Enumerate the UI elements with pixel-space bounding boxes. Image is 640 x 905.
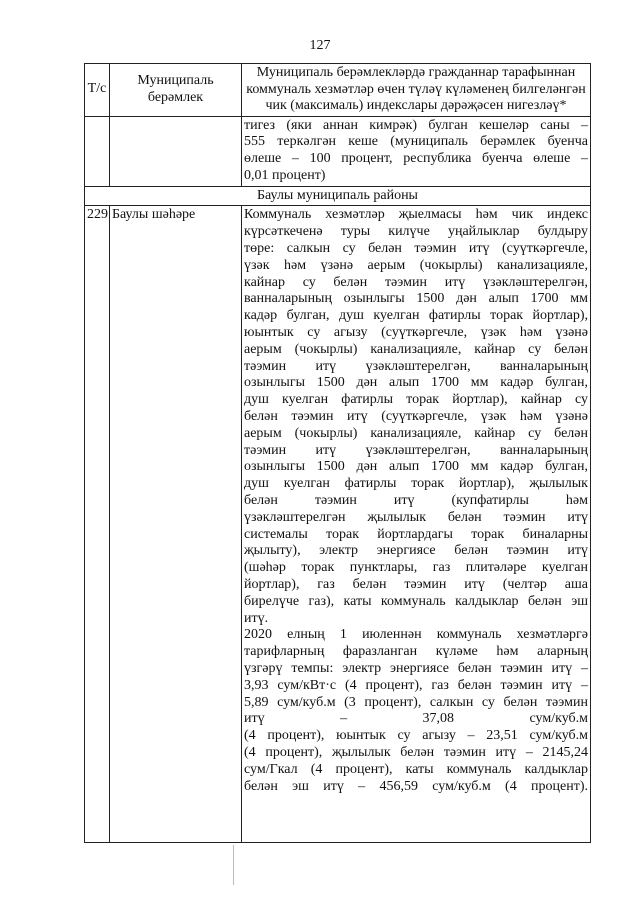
row-description (242, 206, 591, 843)
text-line: тарифларның фаразланган күләме һәм аларның (244, 644, 588, 660)
text-line: тәэмин итү үзәкләштерелгән, ванналарының (244, 358, 588, 374)
header-description: Муниципаль берәмлекләрдә гражданнар тарафыннан коммуналь хезмәтләр өчен түләү күләменең билгеләнгән чик (максималь) индекслары дәрәҗәсен нигезләү* (242, 64, 591, 117)
text-line: кайнар су белән тәэмин итү үзәкләштерелгән, (244, 274, 588, 290)
text-line: 0,01 процент) (244, 167, 326, 183)
continuation-row (85, 116, 591, 186)
text-line: душ куелган фатирлы торак йортлар), кайнар су (244, 392, 588, 408)
text-line: сум/Гкал (4 процент), каты коммуналь калдыклар (244, 761, 588, 777)
text-line: 555 теркәлгән кеше (муниципаль берәмлек буенча (244, 134, 588, 150)
header-municipality: Муниципаль берәмлек (110, 64, 242, 117)
tariff-table (84, 63, 591, 843)
text-line: системалы торак йортлардагы торак биналарны (244, 526, 588, 542)
text-line: аерым (чокырлы) канализацияле, кайнар су белән (244, 341, 588, 357)
district-row (85, 186, 591, 206)
paragraph-2 (244, 627, 588, 795)
empty-cell (85, 116, 110, 186)
text-line: 3,93 сум/кВт·с (4 процент), газ белән тәэмин итү – (244, 677, 588, 693)
text-line: озынлыгы 1500 дән алып 1700 мм кадәр булган, (244, 375, 588, 391)
page-number: 127 (309, 38, 331, 53)
text-line: белән тәэмин итү (суүткәргечле, үзәк һәм үзәнә (244, 409, 588, 425)
text-line: аерым (чокырлы) канализацияле, кайнар су белән (244, 425, 588, 441)
text-line: белән эш итү – 456,59 сум/куб.м (4 процент). (244, 778, 588, 794)
scan-line (233, 845, 234, 885)
text-line: тәэмин итү үзәкләштерелгән, ванналарының (244, 442, 588, 458)
text-line: (4 процент), җылылык белән тәэмин итү – 2145,24 (244, 744, 588, 760)
row-municipality: Баулы шәһәре (110, 206, 242, 843)
text-line: душ куелган фатирлы торак йортлар), җылылык (244, 476, 588, 492)
text-line: бирелүче газ), каты коммуналь калдыклар белән эш (244, 593, 588, 609)
text-line: Коммуналь хезмәтләр җыелмасы һәм чик индекс (244, 207, 588, 223)
text-line: белән тәэмин итү (купфатирлы һәм (244, 493, 588, 509)
text-line: итү – 37,08 сум/куб.м (244, 711, 588, 727)
table-header-row (85, 64, 591, 117)
district-name: Баулы муниципаль районы (85, 186, 591, 206)
text-line: ванналарының озынлыгы 1500 дән алып 1700 мм (244, 291, 588, 307)
header-number: Т/с (85, 64, 110, 117)
text-line: үзгәрү темпы: электр энергиясе белән тәэмин итү – (244, 661, 588, 676)
text-line: 2020 елның 1 июленнән коммуналь хезмәтләргә (244, 627, 588, 643)
row-number: 229 (85, 206, 110, 843)
text-line: кадәр булган, душ куелган фатирлы торак йортлар), (244, 308, 588, 324)
text-line: күрсәткеченә туры килүче уңайлыклар булдыру (244, 224, 588, 240)
text-line: төре: салкын су белән тәэмин итү (суүткәргечле, (244, 241, 588, 257)
text-line: үзәк һәм үзәнә аерым (чокырлы) канализацияле, (244, 257, 588, 273)
text-line: (шәһәр торак пунктлары, газ плитәләре куелган (244, 560, 588, 576)
paragraph-1 (244, 207, 588, 627)
table-row (85, 206, 591, 843)
text-line: 5,89 сум/куб.м (3 процент), салкын су белән тәэмин (244, 694, 588, 710)
empty-cell (110, 116, 242, 186)
continuation-text (242, 116, 591, 186)
text-line: итү. (244, 610, 269, 626)
text-line: үзәкләштерелгән җылылык белән тәэмин итү (244, 509, 588, 525)
text-line: юынтык су агызу (суүткәргечле, үзәк һәм үзәнә (244, 325, 588, 341)
text-line: җылыту), электр энергиясе белән тәэмин итү (244, 543, 588, 559)
text-line: өлеше – 100 процент, республика буенча өлеше – (244, 151, 588, 167)
text-line: (4 процент), юынтык су агызу – 23,51 сум/куб.м (244, 728, 588, 744)
text-line: тигез (яки аннан кимрәк) булган кешеләр саны – (244, 117, 588, 133)
text-line: йортлар), газ белән тәэмин итү (челтәр аша (244, 577, 588, 593)
text-line: озынлыгы 1500 дән алып 1700 мм кадәр булган, (244, 459, 588, 475)
